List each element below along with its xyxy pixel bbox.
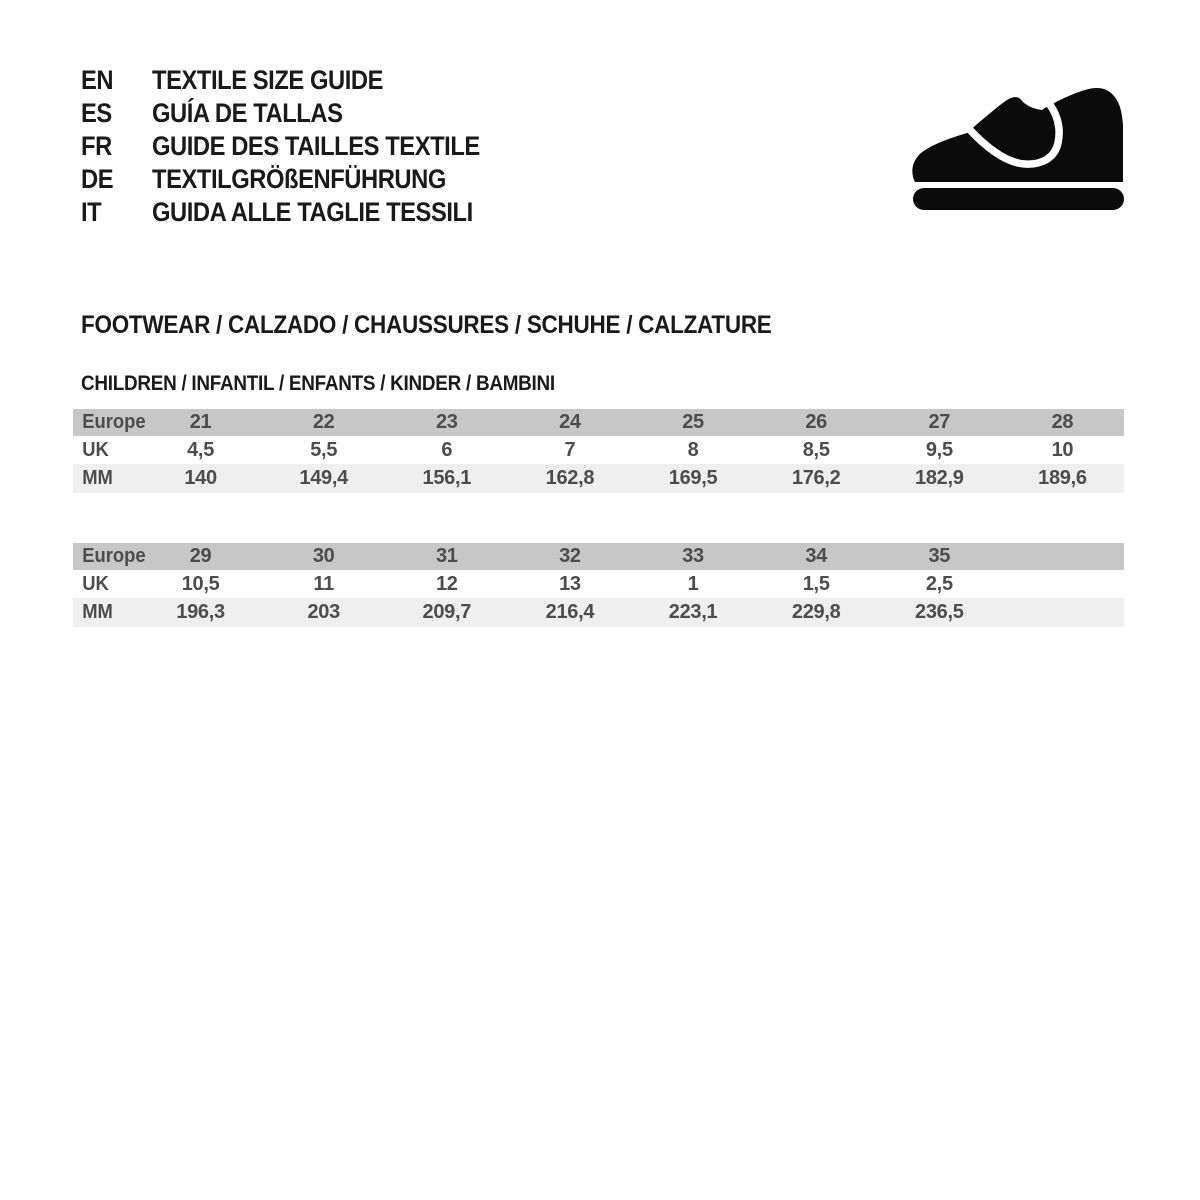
size-cell: 12 bbox=[435, 572, 458, 595]
size-cell: 169,5 bbox=[668, 467, 718, 489]
size-cell: 26 bbox=[805, 411, 828, 433]
size-cell: 156,1 bbox=[422, 467, 472, 489]
size-cell: 32 bbox=[559, 545, 581, 567]
language-list bbox=[81, 64, 525, 229]
size-cell: 4,5 bbox=[187, 438, 215, 461]
table-row-europe bbox=[73, 409, 1124, 436]
language-row bbox=[81, 97, 525, 130]
size-cell: 5,5 bbox=[310, 438, 338, 461]
size-cell: 2,5 bbox=[925, 572, 953, 595]
language-code: ES bbox=[81, 98, 112, 128]
size-cell: 10 bbox=[1051, 438, 1074, 461]
size-cell: 189,6 bbox=[1038, 467, 1087, 489]
table-row-mm bbox=[73, 598, 1124, 627]
language-row bbox=[81, 196, 525, 229]
language-code: EN bbox=[81, 65, 114, 95]
size-cell: 27 bbox=[928, 411, 951, 433]
row-label: MM bbox=[82, 601, 113, 623]
size-cell: 31 bbox=[435, 545, 458, 567]
size-cell: 229,8 bbox=[791, 601, 841, 623]
size-cell: 9,5 bbox=[925, 438, 953, 461]
size-cell: 10,5 bbox=[181, 572, 220, 595]
row-label: Europe bbox=[82, 411, 146, 433]
children-shoe-icon bbox=[895, 75, 1145, 225]
language-code: IT bbox=[81, 197, 102, 227]
subsection-title: CHILDREN / INFANTIL / ENFANTS / KINDER / BAMBINI bbox=[81, 372, 555, 395]
size-cell: 23 bbox=[435, 411, 458, 433]
size-cell: 223,1 bbox=[668, 601, 718, 623]
size-cell: 13 bbox=[559, 572, 581, 595]
language-row bbox=[81, 130, 525, 163]
table-row-uk bbox=[73, 436, 1124, 464]
language-title: GUIDE DES TAILLES TEXTILE bbox=[152, 131, 480, 161]
size-cell: 7 bbox=[564, 438, 576, 461]
size-cell: 30 bbox=[312, 545, 335, 567]
size-cell: 21 bbox=[189, 411, 212, 433]
size-cell: 33 bbox=[682, 545, 704, 567]
row-label: Europe bbox=[82, 545, 146, 567]
language-row bbox=[81, 163, 525, 196]
row-label: MM bbox=[82, 467, 113, 489]
language-title: GUÍA DE TALLAS bbox=[152, 98, 343, 128]
size-cell: 216,4 bbox=[545, 601, 595, 623]
language-code: FR bbox=[81, 131, 112, 161]
size-cell: 209,7 bbox=[422, 601, 472, 623]
row-label: UK bbox=[82, 438, 109, 461]
size-table-children-21-28 bbox=[73, 409, 1124, 493]
size-cell: 29 bbox=[189, 545, 212, 567]
language-title: TEXTILE SIZE GUIDE bbox=[152, 65, 384, 95]
language-title: GUIDA ALLE TAGLIE TESSILI bbox=[152, 197, 473, 227]
size-cell: 1 bbox=[687, 572, 699, 595]
row-label: UK bbox=[82, 572, 109, 595]
size-cell: 25 bbox=[682, 411, 704, 433]
size-cell: 1,5 bbox=[802, 572, 830, 595]
size-cell: 149,4 bbox=[299, 467, 348, 489]
size-table-children-29-35 bbox=[73, 543, 1124, 627]
size-cell: 140 bbox=[184, 467, 217, 489]
table-row-europe bbox=[73, 543, 1124, 570]
size-cell: 35 bbox=[928, 545, 951, 567]
size-cell: 11 bbox=[313, 572, 334, 595]
language-title: TEXTILGRÖßENFÜHRUNG bbox=[152, 164, 446, 194]
size-cell: 176,2 bbox=[791, 467, 841, 489]
size-cell: 182,9 bbox=[915, 467, 964, 489]
table-row-uk bbox=[73, 570, 1124, 598]
size-cell: 6 bbox=[441, 438, 453, 461]
section-title: FOOTWEAR / CALZADO / CHAUSSURES / SCHUHE / CALZATURE bbox=[81, 311, 772, 339]
size-cell: 203 bbox=[307, 601, 340, 623]
language-code: DE bbox=[81, 164, 114, 194]
size-cell: 236,5 bbox=[915, 601, 964, 623]
size-cell: 24 bbox=[559, 411, 581, 433]
size-cell: 28 bbox=[1051, 411, 1074, 433]
size-cell: 196,3 bbox=[176, 601, 225, 623]
size-cell: 34 bbox=[805, 545, 828, 567]
size-cell: 162,8 bbox=[545, 467, 595, 489]
table-row-mm bbox=[73, 464, 1124, 493]
language-row bbox=[81, 64, 525, 97]
size-cell: 8,5 bbox=[802, 438, 830, 461]
size-cell: 8 bbox=[687, 438, 699, 461]
size-cell: 22 bbox=[312, 411, 335, 433]
